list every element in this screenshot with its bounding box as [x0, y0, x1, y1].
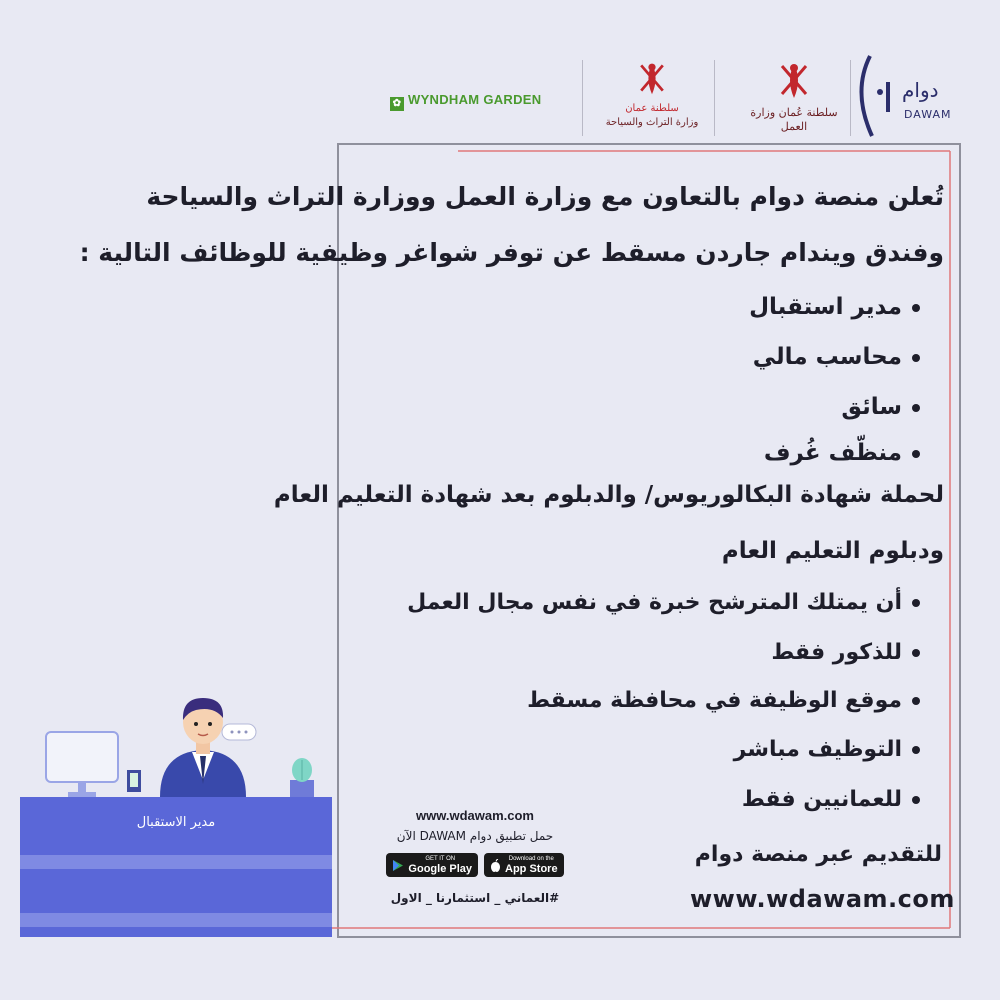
bullet-icon: [912, 304, 920, 312]
job-item: سائق: [841, 394, 920, 420]
apply-url-link[interactable]: www.wdawam.com: [690, 885, 955, 913]
requirement-item: موقع الوظيفة في محافظة مسقط: [527, 688, 920, 713]
store-badges: [370, 853, 580, 877]
bullet-icon: [912, 599, 920, 607]
wyndham-text: WYNDHAM GARDEN: [408, 92, 542, 107]
requirement-item: للعمانيين فقط: [742, 787, 920, 812]
apply-text: للتقديم عبر منصة دوام: [694, 842, 942, 867]
labour-ministry-text: سلطنة عُمان وزارة العمل: [750, 106, 838, 133]
google-play-icon: [392, 859, 404, 872]
dawam-logo-english: DAWAM: [904, 108, 952, 121]
bullet-icon: [912, 354, 920, 362]
apple-icon: [490, 859, 501, 872]
job-item: مدير استقبال: [749, 294, 920, 320]
bullet-icon: [912, 697, 920, 705]
qualifications-line2: ودبلوم التعليم العام: [721, 538, 944, 564]
requirement-item: للذكور فقط: [771, 640, 920, 665]
announcement-line2: وفندق ويندام جاردن مسقط عن توفر شواغر وظيفية للوظائف التالية :: [79, 238, 944, 267]
leaf-icon: ✿: [390, 97, 404, 111]
job-item: منظّف غُرف: [764, 440, 920, 466]
bullet-icon: [912, 450, 920, 458]
download-app-text: حمل تطبيق دوام DAWAM الآن: [396, 829, 554, 843]
bullet-icon: [912, 796, 920, 804]
hashtag: #العماني _ استثمارنا _ الاول: [390, 891, 560, 905]
bullet-icon: [912, 649, 920, 657]
receptionist-illustration: [0, 690, 340, 810]
download-url[interactable]: www.wdawam.com: [416, 808, 534, 823]
heritage-line2: وزارة التراث والسياحة: [605, 117, 699, 128]
reception-desk-band: [20, 855, 332, 869]
reception-desk-label: مدير الاستقبال: [136, 815, 216, 830]
bullet-icon: [912, 404, 920, 412]
dawam-logo-arabic: دوام: [902, 78, 939, 102]
requirement-item: التوظيف مباشر: [734, 737, 920, 762]
announcement-line1: تُعلن منصة دوام بالتعاون مع وزارة العمل ووزارة التراث والسياحة: [146, 182, 944, 211]
qualifications-line1: لحملة شهادة البكالوريوس/ والدبلوم بعد شهادة التعليم العام: [273, 482, 944, 508]
app-store-button[interactable]: Download on the App Store: [484, 853, 564, 877]
reception-desk-band: [20, 913, 332, 927]
requirement-item: أن يمتلك المترشح خبرة في نفس مجال العمل: [407, 590, 920, 615]
heritage-line1: سلطنة عمان: [625, 103, 679, 114]
reception-desk-body: [20, 869, 332, 913]
bullet-icon: [912, 746, 920, 754]
google-play-button[interactable]: GET IT ON Google Play: [386, 853, 478, 877]
reception-desk-base: [20, 927, 332, 937]
download-block: [370, 808, 580, 905]
job-item: محاسب مالي: [753, 344, 920, 370]
